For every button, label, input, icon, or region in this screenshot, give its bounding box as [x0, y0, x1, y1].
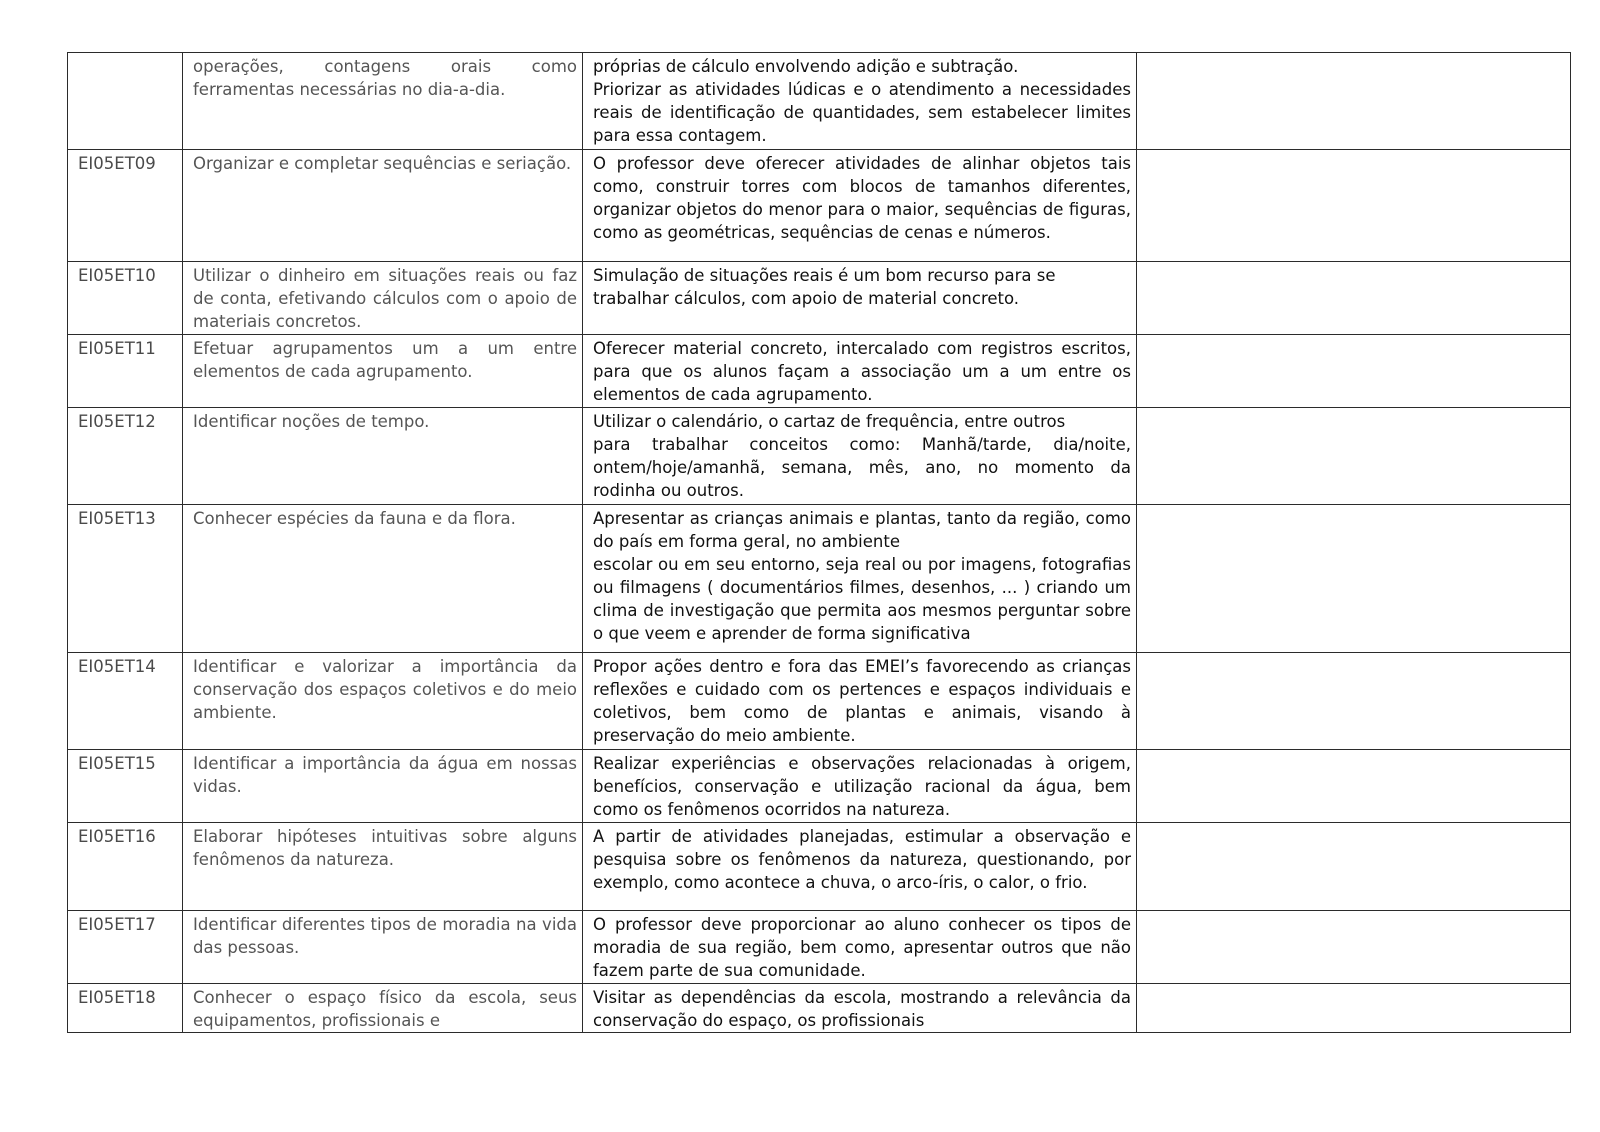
objective-cell: operações, contagens orais como ferramentas necessárias no dia-a-dia. — [183, 53, 583, 150]
code-cell: EI05ET12 — [68, 408, 183, 505]
table-row — [68, 984, 1571, 1033]
practice-cell: Simulação de situações reais é um bom recurso para se trabalhar cálculos, com apoio de material concreto. — [583, 262, 1137, 335]
curriculum-table — [67, 52, 1571, 1033]
practice-cell: Apresentar as crianças animais e plantas, tanto da região, como do país em forma geral, no ambiente escolar ou em seu entorno, seja real ou por imagens, fotografias ou filmagens ( documentários filmes, desenhos, ... ) criando um clima de investigação que permita aos mesmos perguntar sobre o que veem e aprender de forma significativa — [583, 505, 1137, 653]
notes-cell — [1137, 911, 1571, 984]
objective-cell: Utilizar o dinheiro em situações reais ou faz de conta, efetivando cálculos com o apoio de materiais concretos. — [183, 262, 583, 335]
notes-cell — [1137, 53, 1571, 150]
practice-cell: O professor deve proporcionar ao aluno conhecer os tipos de moradia de sua região, bem como, apresentar outros que não fazem parte de sua comunidade. — [583, 911, 1137, 984]
notes-cell — [1137, 750, 1571, 823]
notes-cell — [1137, 505, 1571, 653]
objective-cell: Identificar noções de tempo. — [183, 408, 583, 505]
objective-cell: Conhecer o espaço físico da escola, seus equipamentos, profissionais e — [183, 984, 583, 1033]
objective-cell: Identificar diferentes tipos de moradia na vida das pessoas. — [183, 911, 583, 984]
practice-cell: Realizar experiências e observações relacionadas à origem, benefícios, conservação e utilização racional da água, bem como os fenômenos ocorridos na natureza. — [583, 750, 1137, 823]
objective-cell: Conhecer espécies da fauna e da flora. — [183, 505, 583, 653]
code-cell: EI05ET14 — [68, 653, 183, 750]
code-cell: EI05ET10 — [68, 262, 183, 335]
table-row — [68, 53, 1571, 150]
notes-cell — [1137, 335, 1571, 408]
notes-cell — [1137, 984, 1571, 1033]
notes-cell — [1137, 262, 1571, 335]
objective-cell: Organizar e completar sequências e seriação. — [183, 150, 583, 262]
practice-cell: A partir de atividades planejadas, estimular a observação e pesquisa sobre os fenômenos da natureza, questionando, por exemplo, como acontece a chuva, o arco-íris, o calor, o frio. — [583, 823, 1137, 911]
notes-cell — [1137, 653, 1571, 750]
code-cell: EI05ET15 — [68, 750, 183, 823]
notes-cell — [1137, 823, 1571, 911]
practice-cell: Visitar as dependências da escola, mostrando a relevância da conservação do espaço, os profissionais — [583, 984, 1137, 1033]
notes-cell — [1137, 150, 1571, 262]
code-cell: EI05ET09 — [68, 150, 183, 262]
practice-cell: Utilizar o calendário, o cartaz de frequência, entre outros para trabalhar conceitos como: Manhã/tarde, dia/noite, ontem/hoje/amanhã, semana, mês, ano, no momento da rodinha ou outros. — [583, 408, 1137, 505]
table-row — [68, 750, 1571, 823]
table-row — [68, 911, 1571, 984]
objective-cell: Identificar a importância da água em nossas vidas. — [183, 750, 583, 823]
code-cell — [68, 53, 183, 150]
table-row — [68, 653, 1571, 750]
code-cell: EI05ET18 — [68, 984, 183, 1033]
table-row — [68, 150, 1571, 262]
objective-cell: Identificar e valorizar a importância da conservação dos espaços coletivos e do meio ambiente. — [183, 653, 583, 750]
table-row — [68, 505, 1571, 653]
table-row — [68, 335, 1571, 408]
practice-cell: Oferecer material concreto, intercalado com registros escritos, para que os alunos façam a associação um a um entre os elementos de cada agrupamento. — [583, 335, 1137, 408]
code-cell: EI05ET13 — [68, 505, 183, 653]
practice-cell: O professor deve oferecer atividades de alinhar objetos tais como, construir torres com blocos de tamanhos diferentes, organizar objetos do menor para o maior, sequências de figuras, como as geométricas, sequências de cenas e números. — [583, 150, 1137, 262]
practice-cell: próprias de cálculo envolvendo adição e subtração. Priorizar as atividades lúdicas e o atendimento a necessidades reais de identificação de quantidades, sem estabelecer limites para essa contagem. — [583, 53, 1137, 150]
code-cell: EI05ET11 — [68, 335, 183, 408]
table-row — [68, 262, 1571, 335]
notes-cell — [1137, 408, 1571, 505]
table-row — [68, 408, 1571, 505]
objective-cell: Efetuar agrupamentos um a um entre elementos de cada agrupamento. — [183, 335, 583, 408]
code-cell: EI05ET17 — [68, 911, 183, 984]
practice-cell: Propor ações dentro e fora das EMEI’s favorecendo as crianças reflexões e cuidado com os pertences e espaços individuais e coletivos, bem como de plantas e animais, visando à preservação do meio ambiente. — [583, 653, 1137, 750]
table-row — [68, 823, 1571, 911]
code-cell: EI05ET16 — [68, 823, 183, 911]
objective-cell: Elaborar hipóteses intuitivas sobre alguns fenômenos da natureza. — [183, 823, 583, 911]
